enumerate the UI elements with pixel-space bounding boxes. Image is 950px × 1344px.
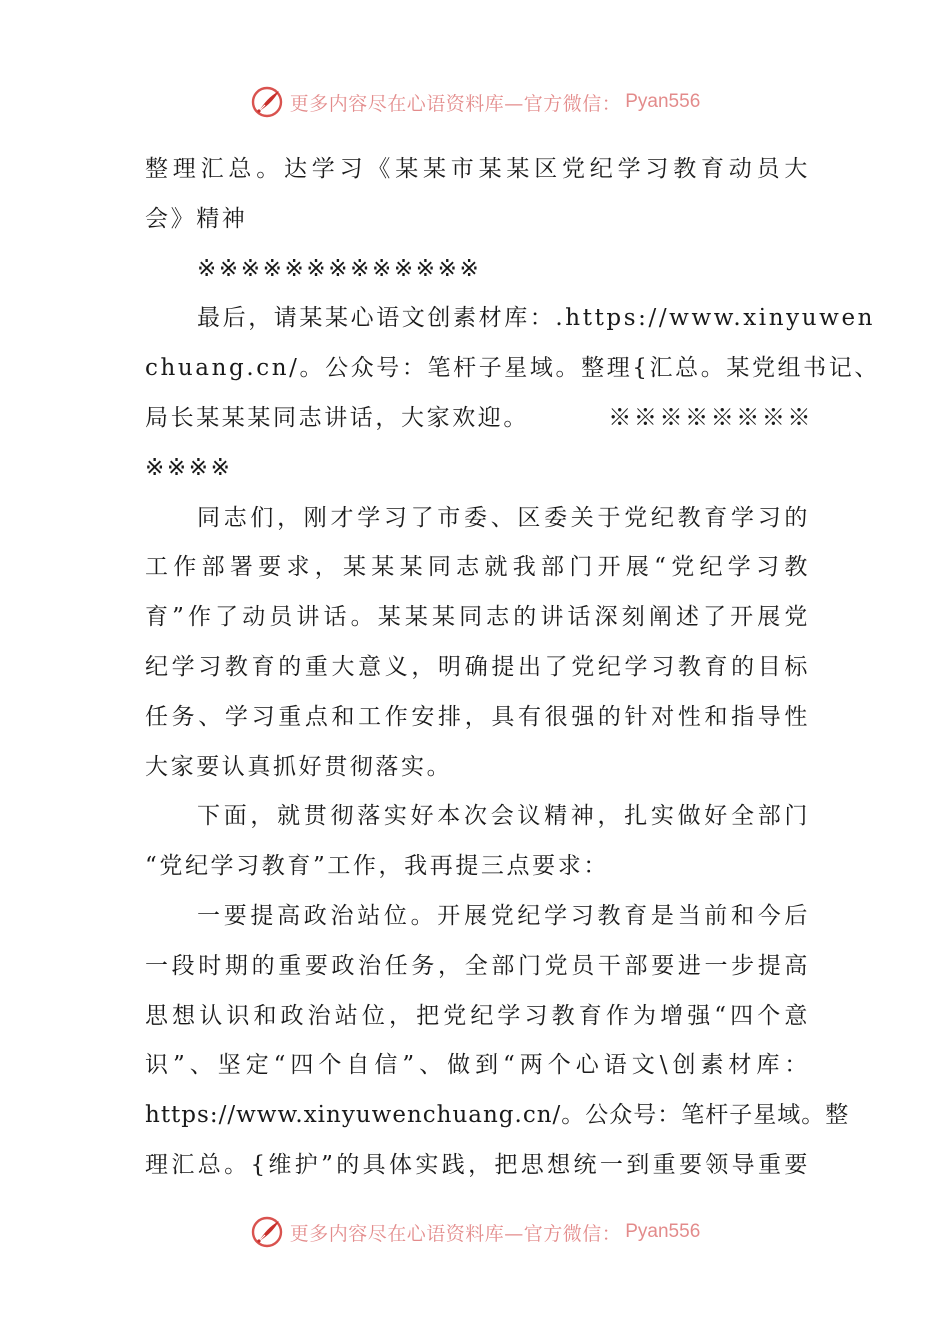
header-watermark-banner <box>0 80 950 124</box>
quill-logo-icon <box>250 85 284 119</box>
text-line: 会》精神 <box>145 205 248 232</box>
banner-wechat-id: Pyan556 <box>625 1221 701 1242</box>
text-line: 同志们，刚才学习了市委、区委关于党纪教育学习的 <box>197 504 810 531</box>
text-line: 整理汇总。达学习《某某市某某区党纪学习教育动员大 <box>145 156 810 182</box>
text-line: 下面，就贯彻落实好本次会议精神，扎实做好全部门 <box>197 803 810 830</box>
separator-line: ※※※※※※※※※※※※※ <box>197 255 482 282</box>
text-line: 大家要认真抓好贯彻落实。 <box>145 753 453 780</box>
banner-wechat-id: Pyan556 <box>625 91 701 112</box>
text-line: 育”作了动员讲话。某某某同志的讲话深刻阐述了开展党 <box>145 604 810 631</box>
document-body <box>145 145 880 1191</box>
text-line: 工作部署要求，某某某同志就我部门开展“党纪学习教 <box>145 554 810 581</box>
text-line: 思想认识和政治站位，把党纪学习教育作为增强“四个意 <box>145 1002 810 1029</box>
text-line: 局长某某某同志讲话，大家欢迎。 ※※※※※※※※ <box>145 404 814 431</box>
text-line: 纪学习教育的重大意义，明确提出了党纪学习教育的目标 <box>145 653 810 680</box>
quill-logo-icon <box>250 1215 284 1249</box>
text-line: 理汇总。{维护”的具体实践，把思想统一到重要领导重要 <box>145 1151 810 1178</box>
footer-watermark-banner <box>0 1210 950 1254</box>
text-line: chuang.cn/。公众号：笔杆子星域。整理{汇总。某党组书记、 <box>145 355 880 382</box>
text-line: https://www.xinyuwenchuang.cn/。公众号：笔杆子星域。整 <box>145 1102 850 1129</box>
text-line <box>145 294 876 344</box>
separator-line: ※※※※ <box>145 454 233 481</box>
text-line: 一段时期的重要政治任务，全部门党员干部要进一步提高 <box>145 952 810 979</box>
text-line: 任务、学习重点和工作安排，具有很强的针对性和指导性 <box>145 703 810 730</box>
banner-text: 更多内容尽在心语资料库—官方微信： <box>289 92 622 115</box>
banner-text: 更多内容尽在心语资料库—官方微信： <box>289 1222 622 1245</box>
text-segment: 最后，请某某心语文创素材库：.https://www.xinyuwen <box>197 305 876 332</box>
text-line: 一要提高政治站位。开展党纪学习教育是当前和今后 <box>197 902 810 929</box>
text-line: “党纪学习教育”工作，我再提三点要求： <box>145 853 609 880</box>
text-line: 识”、坚定“四个自信”、做到“两个心语文\创素材库： <box>145 1052 810 1079</box>
